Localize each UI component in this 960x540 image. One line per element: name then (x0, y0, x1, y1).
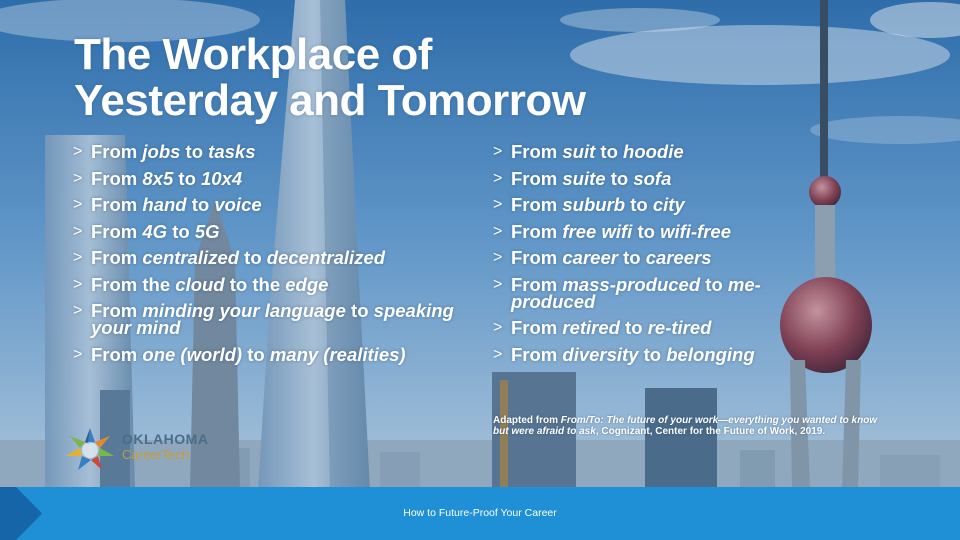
bullet-arrow-icon: > (73, 222, 83, 240)
from-word: From the (91, 273, 176, 295)
to-term: tasks (208, 141, 256, 162)
to-word: to (173, 167, 202, 189)
bullet-arrow-icon: > (73, 345, 83, 363)
from-word: From (91, 300, 143, 321)
logo-line-1: OKLAHOMA (122, 431, 209, 447)
bullet-arrow-icon: > (73, 302, 83, 319)
to-word: to (242, 343, 270, 365)
list-item (493, 167, 833, 189)
from-term: suite (562, 167, 606, 189)
list-item (493, 249, 833, 266)
bullet-arrow-icon: > (493, 169, 503, 187)
left-comparison-list (73, 143, 473, 372)
oklahoma-careertech-logo (64, 426, 214, 472)
bullet-arrow-icon: > (493, 143, 503, 160)
citation-prefix: Adapted from (493, 415, 561, 426)
from-term: jobs (142, 141, 181, 162)
from-word: From (91, 247, 143, 268)
from-term: suburb (562, 194, 626, 215)
list-item (493, 319, 833, 336)
list-item (73, 273, 473, 295)
from-term: minding your language (142, 300, 346, 321)
from-word: From (511, 141, 563, 162)
list-item (493, 273, 833, 312)
bullet-arrow-icon: > (493, 345, 503, 363)
footer-title: How to Future-Proof Your Career (403, 507, 557, 519)
to-word: to (186, 194, 215, 215)
bullet-arrow-icon: > (73, 275, 83, 293)
list-item (73, 343, 473, 365)
from-term: diversity (562, 343, 639, 365)
from-word: From (91, 343, 143, 365)
to-word: to (632, 220, 661, 242)
from-term: retired (562, 317, 620, 338)
to-word: to (595, 141, 624, 162)
bullet-arrow-icon: > (493, 275, 503, 293)
from-term: career (562, 247, 618, 268)
to-word: to (345, 300, 374, 321)
to-word: to (619, 317, 648, 338)
to-word: to the (224, 273, 286, 295)
to-term: wifi-free (660, 220, 731, 242)
citation-title: From/To: The future of your work—everything you wanted to know but were afraid to ask (493, 415, 878, 437)
right-comparison-list (493, 143, 833, 372)
list-item (73, 220, 473, 242)
from-word: From (511, 194, 563, 215)
to-term: speaking your mind (91, 300, 454, 338)
bullet-arrow-icon: > (493, 319, 503, 336)
from-word: From (91, 194, 143, 215)
to-term: belonging (666, 343, 755, 365)
to-term: careers (645, 247, 712, 268)
from-term: mass-produced (562, 273, 701, 295)
from-word: From (511, 273, 563, 295)
to-term: 5G (194, 220, 220, 242)
to-word: to (638, 343, 667, 365)
from-term: free wifi (562, 220, 633, 242)
source-citation (493, 415, 893, 437)
bullet-arrow-icon: > (73, 143, 83, 160)
bullet-arrow-icon: > (493, 222, 503, 240)
to-word: to (180, 141, 209, 162)
from-word: From (511, 167, 563, 189)
from-word: From (511, 247, 563, 268)
from-word: From (511, 343, 563, 365)
to-word: to (700, 273, 728, 295)
from-term: suit (562, 141, 596, 162)
to-word: to (625, 194, 653, 215)
from-term: centralized (142, 247, 240, 268)
logo-wordmark (122, 432, 208, 462)
to-word: to (605, 167, 634, 189)
to-term: edge (285, 273, 329, 295)
from-term: cloud (175, 273, 225, 295)
list-item (493, 220, 833, 242)
to-term: city (652, 194, 685, 215)
star-burst-logo-icon (64, 426, 116, 472)
list-item (73, 249, 473, 266)
list-item (493, 143, 833, 160)
to-term: many (realities) (269, 343, 406, 365)
to-word: to (167, 220, 195, 242)
footer-bar (0, 487, 960, 540)
bullet-arrow-icon: > (493, 196, 503, 213)
bullet-arrow-icon: > (493, 249, 503, 266)
bullet-arrow-icon: > (73, 196, 83, 213)
to-term: me-produced (511, 273, 761, 312)
from-word: From (91, 220, 143, 242)
list-item (73, 167, 473, 189)
from-word: From (91, 167, 143, 189)
bullet-arrow-icon: > (73, 249, 83, 266)
list-item (73, 302, 473, 336)
to-term: decentralized (266, 247, 386, 268)
to-term: 10x4 (201, 167, 243, 189)
to-word: to (239, 247, 267, 268)
to-term: sofa (633, 167, 672, 189)
title-line-2: Yesterday and Tomorrow (74, 76, 586, 125)
from-word: From (511, 317, 563, 338)
title-line-1: The Workplace of (74, 30, 432, 79)
list-item (73, 196, 473, 213)
from-term: 4G (142, 220, 168, 242)
from-word: From (511, 220, 563, 242)
logo-line-2: CareerTech (122, 447, 190, 462)
list-item (493, 343, 833, 365)
from-term: one (world) (142, 343, 243, 365)
bullet-arrow-icon: > (73, 169, 83, 187)
list-item (73, 143, 473, 160)
to-word: to (617, 247, 646, 268)
to-term: hoodie (623, 141, 684, 162)
from-term: hand (142, 194, 187, 215)
from-word: From (91, 141, 143, 162)
to-term: voice (214, 194, 262, 215)
from-term: 8x5 (142, 167, 174, 189)
slide-title (74, 32, 774, 124)
list-item (493, 196, 833, 213)
citation-suffix: , Cognizant, Center for the Future of Work, 2019. (595, 426, 826, 437)
to-term: re-tired (647, 317, 712, 338)
